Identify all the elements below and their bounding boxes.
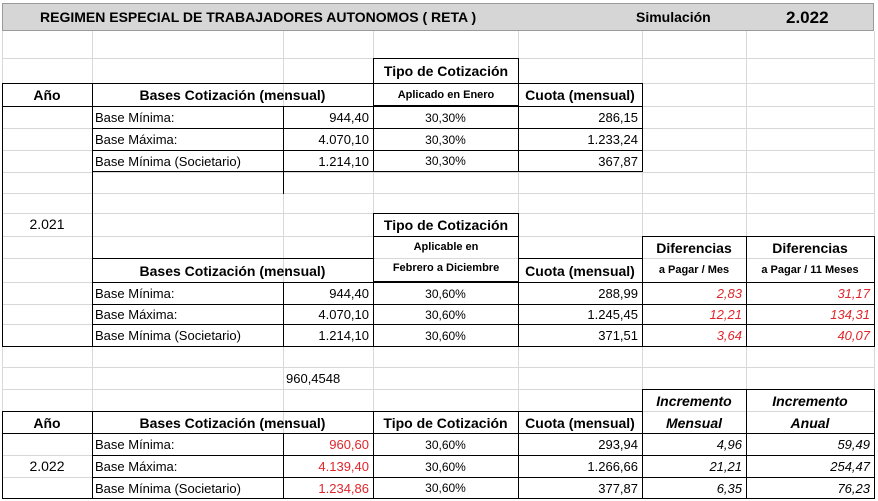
s1-row1-cuota: 286,15	[598, 110, 638, 125]
s2-row2-cuota: 1.245,45	[587, 307, 638, 322]
s2-row1-base: 944,40	[329, 286, 369, 301]
s2-row1-dif-11: 31,17	[837, 286, 870, 301]
s1-row3-name: Base Mínima (Societario)	[95, 153, 241, 169]
s1-row3-tipo: 30,30%	[425, 154, 466, 168]
s1-row2-name: Base Máxima:	[95, 132, 178, 147]
aplicable-label-2: Febrero a Diciembre	[392, 261, 500, 274]
anio-header-1: Año	[33, 87, 61, 103]
s2-row3-dif-11: 40,07	[837, 328, 870, 343]
s3-row3-inc-anual: 76,23	[837, 480, 870, 496]
s3-row3-name: Base Mínima (Societario)	[95, 480, 241, 496]
s2-row3-base: 1.214,10	[318, 328, 369, 343]
s2-row1-cuota: 288,99	[598, 286, 638, 301]
s3-row1-base: 960,60	[329, 437, 369, 452]
s3-row3-base: 1.234,86	[318, 480, 369, 496]
simulation-year: 2.022	[786, 7, 829, 27]
inc-header-mes: Incremento	[656, 392, 732, 409]
s3-row2-name: Base Máxima:	[95, 459, 178, 474]
s3-row2-base: 4.139,40	[318, 459, 369, 474]
s2-row2-tipo: 30,60%	[425, 307, 466, 322]
dif-header-11: Diferencias	[772, 239, 848, 256]
year-2022: 2.022	[29, 458, 65, 474]
s3-row2-inc-anual: 254,47	[830, 459, 870, 474]
free-value-cell: 960,4548	[286, 371, 341, 386]
s2-row2-dif-11: 134,31	[830, 307, 870, 322]
cuota-header-3: Cuota (mensual)	[525, 414, 635, 431]
s3-row1-inc-mensual: 4,96	[716, 437, 742, 452]
bases-header-1: Bases Cotización (mensual)	[139, 87, 326, 103]
s2-row1-name: Base Mínima:	[95, 286, 175, 301]
s3-row2-tipo: 30,60%	[425, 459, 466, 474]
aplicable-label-1: Aplicable en	[413, 240, 479, 253]
inc-mensual-label: Mensual	[665, 414, 722, 431]
tipo-header-2: Tipo de Cotización	[383, 217, 509, 233]
s3-row1-name: Base Mínima:	[95, 437, 175, 452]
s1-row1-tipo: 30,30%	[425, 110, 466, 125]
cuota-header-1: Cuota (mensual)	[525, 87, 635, 103]
bases-header-3: Bases Cotización (mensual)	[139, 414, 326, 431]
s2-row2-dif-mes: 12,21	[709, 307, 742, 322]
s2-row1-dif-mes: 2,83	[716, 286, 742, 301]
s1-row2-base: 4.070,10	[318, 132, 369, 147]
s1-row1-name: Base Mínima:	[95, 110, 175, 125]
bases-header-2: Bases Cotización (mensual)	[139, 262, 326, 279]
inc-header-anual: Incremento	[772, 392, 848, 409]
aplicado-enero-label: Aplicado en Enero	[397, 88, 495, 101]
s1-row3-base: 1.214,10	[318, 153, 369, 169]
s3-row3-cuota: 377,87	[598, 480, 638, 496]
s2-row3-cuota: 371,51	[598, 328, 638, 343]
s1-row2-tipo: 30,30%	[425, 132, 466, 147]
tipo-header-1: Tipo de Cotización	[383, 63, 509, 79]
s2-row3-name: Base Mínima (Societario)	[95, 328, 241, 343]
s3-row2-cuota: 1.266,66	[587, 459, 638, 474]
inc-anual-label: Anual	[790, 414, 830, 431]
s3-row3-tipo: 30,60%	[425, 481, 466, 495]
s2-row3-tipo: 30,60%	[425, 328, 466, 343]
cuota-header-2: Cuota (mensual)	[525, 262, 635, 279]
dif-11-label: a Pagar / 11 Meses	[761, 264, 859, 276]
s1-row2-cuota: 1.233,24	[587, 132, 638, 147]
s2-row1-tipo: 30,60%	[425, 286, 466, 301]
s2-row2-name: Base Máxima:	[95, 307, 178, 322]
tipo-header-3: Tipo de Cotización	[383, 414, 508, 431]
dif-header-mes: Diferencias	[656, 239, 732, 256]
s2-row2-base: 4.070,10	[318, 307, 369, 322]
s3-row1-tipo: 30,60%	[425, 437, 466, 452]
year-2021: 2.021	[29, 216, 65, 232]
s2-row3-dif-mes: 3,64	[716, 328, 742, 343]
s3-row3-inc-mensual: 6,35	[716, 480, 742, 496]
s3-row2-inc-mensual: 21,21	[709, 459, 742, 474]
dif-mes-label: a Pagar / Mes	[658, 264, 730, 276]
s1-row3-cuota: 367,87	[598, 153, 638, 169]
sheet-title: REGIMEN ESPECIAL DE TRABAJADORES AUTONOMOS ( RETA )	[40, 9, 477, 25]
s1-row1-base: 944,40	[329, 110, 369, 125]
simulation-label: Simulación	[636, 9, 711, 25]
s3-row1-inc-anual: 59,49	[837, 437, 870, 452]
anio-header-3: Año	[33, 414, 61, 431]
s3-row1-cuota: 293,94	[598, 437, 638, 452]
